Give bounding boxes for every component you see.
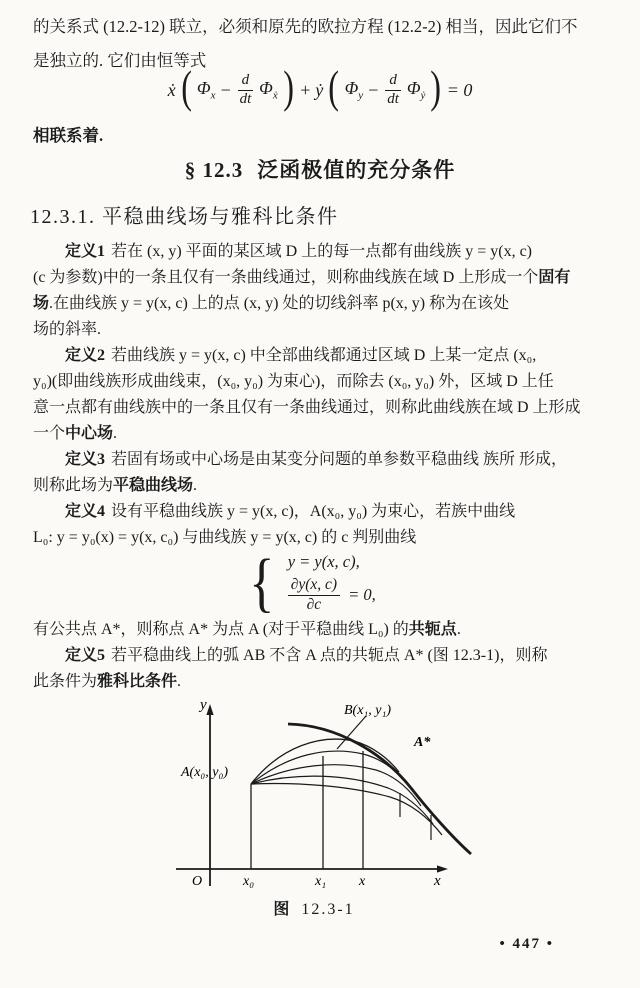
eq-lparen2: ( [328, 61, 340, 112]
envelope-curve [288, 724, 471, 854]
conjugate-point-line: 有公共点 A*，则称点 A* 为点 A (对于平稳曲线 L₀) 的共轭点. [33, 621, 461, 638]
eq-fraction-ddt2: $\frac{d}{dt}$ [387, 72, 399, 107]
intro-tail-line: 相联系着. [33, 126, 104, 145]
definition-1-line-4: 场的斜率. [33, 321, 102, 338]
y-axis-arrow [206, 704, 213, 715]
subsection-heading: 12.3.1. 平稳曲线场与雅科比条件 [30, 206, 339, 228]
eq-rparen2: ) [430, 61, 442, 112]
section-heading [0, 154, 640, 184]
discriminant-system [246, 546, 376, 619]
section-title: 泛函极值的充分条件 [257, 158, 456, 182]
definition-1-line-2: (c 为参数)中的一条且仅有一条曲线通过，则称曲线族在域 D 上形成一个固有 [33, 269, 571, 286]
x-axis-label: x [434, 873, 441, 889]
eq-rparen: ) [283, 61, 294, 112]
section-number: § 12.3 [184, 158, 244, 182]
conjugate-point-label: A* [414, 735, 431, 750]
eq-minus: − [219, 79, 232, 100]
definition-3-line-2: 则称此场为平稳曲线场. [33, 477, 198, 494]
tick-label-x: x [359, 874, 366, 889]
figure-caption-number: 12.3-1 [301, 901, 355, 918]
eq-phi-ydot: $\Phi_ẏ$ [406, 78, 426, 102]
eq-minus2: − [367, 79, 380, 100]
page-number: • 447 • [499, 936, 554, 952]
definitions-body [33, 239, 615, 551]
point-b-label: B(x₁, y₁) [344, 703, 392, 718]
eq-equals-zero: = 0 [446, 79, 473, 100]
definition-3-line-1: 定义3 若固有场或中心场是由某变分问题的单参数平稳曲线 族所 形成， [65, 451, 568, 468]
eq-phi-y: $\Phi_y$ [344, 78, 364, 102]
point-a-label: A(x₀, y₀) [181, 765, 229, 780]
definition-2-line-1: 定义2 若曲线族 y = y(x, c) 中全部曲线都通过区域 D 上某一定点 (x₀, [65, 347, 537, 364]
definition-5 [33, 643, 615, 695]
intro-line-1: 的关系式 (12.2-12) 联立，必须和原先的欧拉方程 (12.2-2) 相当，因此它们不 [33, 17, 578, 36]
figure-12-3-1 [148, 696, 480, 899]
y-axis-label: y [200, 697, 207, 713]
extremal-curve-1 [251, 739, 399, 784]
eq-lparen: ( [180, 61, 192, 112]
extremal-curve-2 [251, 751, 411, 788]
intro-line-2: 是独立的. 它们由恒等式 [33, 51, 207, 70]
eq-ydot: ẏ [315, 79, 324, 100]
system-brace: { [249, 546, 275, 619]
definition-5-line-1: 定义5 若平稳曲线上的弧 AB 不含 A 点的共轭点 A* (图 12.3-1)，则称 [65, 647, 548, 664]
definition-4-line-2: L₀: y = y₀(x) = y(x, c₀) 与曲线族 y = y(x, c) 的 c 判别曲线 [33, 529, 417, 546]
x-axis-arrow [437, 865, 448, 872]
eq-plus: + [299, 79, 312, 100]
figure-caption [148, 896, 480, 919]
definition-1-line-1: 定义1 若在 (x, y) 平面的某区域 D 上的每一点都有曲线族 y = y(x, c) [65, 243, 533, 260]
definition-1-line-3: 场.在曲线族 y = y(x, c) 上的点 (x, y) 处的切线斜率 p(x, y) 称为在该处 [33, 295, 510, 312]
eq-phi-xdot: $\Phi_ẋ$ [259, 78, 278, 102]
tick-label-x0: x₀ [243, 874, 255, 889]
tick-label-x1: x₁ [315, 874, 327, 889]
figure-caption-label: 图 [273, 901, 292, 918]
system-fraction: $\frac{\partial y(x, c)}{\partial c}$ [288, 576, 340, 614]
eq-xdot: ẋ [167, 79, 176, 100]
euler-identity-equation [0, 61, 640, 116]
definition-4-line-1: 定义4 设有平稳曲线族 y = y(x, c)，A(x₀, y₀) 为束心，若族中曲线 [65, 503, 516, 520]
eq-fraction-ddt: $\frac{d}{dt}$ [239, 72, 252, 107]
system-line-1: y = y(x, c), [287, 551, 360, 571]
definition-5-line-2: 此条件为雅科比条件. [33, 673, 182, 690]
conjugate-point-diagram [148, 696, 480, 894]
definition-2-line-3: 意一点都有曲线族中的一条且仅有一条曲线通过，则称此曲线族在域 D 上形成 [33, 399, 581, 416]
definition-2-line-4: 一个中心场. [33, 425, 118, 442]
definition-2-line-2: y₀)(即曲线族形成曲线束，(x₀, y₀) 为束心)，而除去 (x₀, y₀) 外，区域 D 上任 [33, 373, 554, 390]
origin-label: O [192, 874, 203, 889]
eq-phi-x: $\Phi_x$ [196, 78, 216, 102]
system-line-2: $\frac{\partial y(x, c)}{\partial c}$ = 0, [288, 576, 376, 614]
